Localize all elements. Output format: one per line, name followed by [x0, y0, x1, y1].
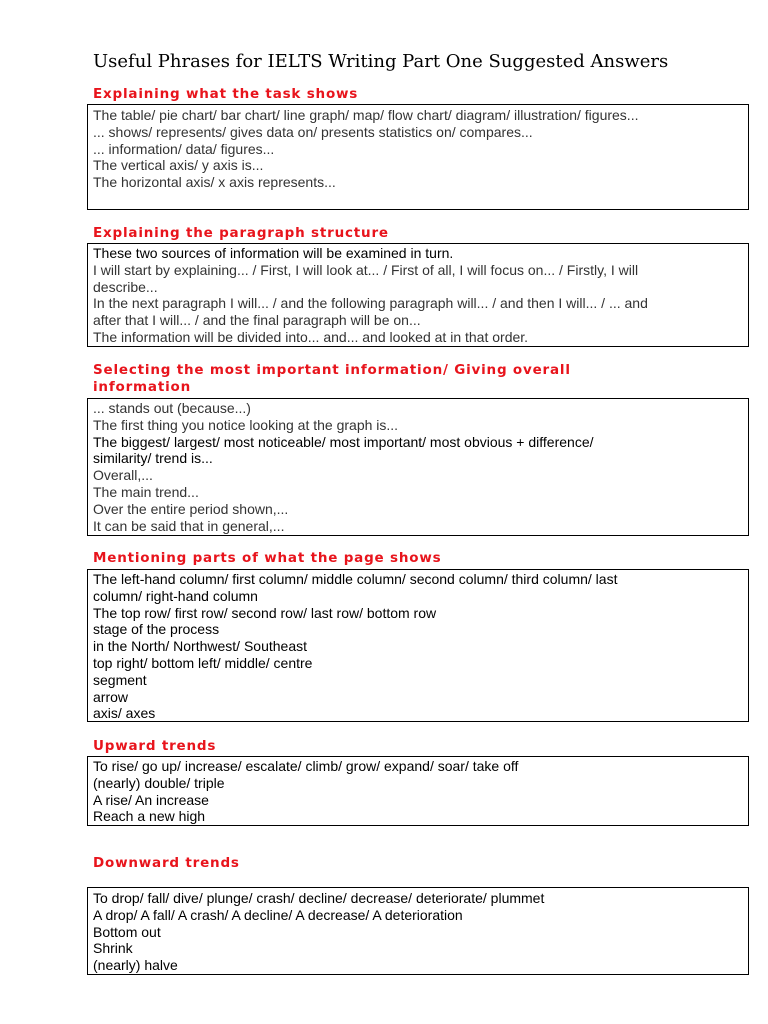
phrase-line: The biggest/ largest/ most noticeable/ most important/ most obvious + difference/ [93, 433, 594, 450]
section-heading-downward: Downward trends [93, 855, 240, 871]
phrase-box-downward [87, 887, 749, 975]
phrase-line: ... shows/ represents/ gives data on/ presents statistics on/ compares... [93, 123, 533, 140]
phrase-line: The top row/ first row/ second row/ last row/ bottom row [93, 604, 437, 621]
phrase-line: Bottom out [93, 923, 161, 940]
phrase-line: The vertical axis/ y axis is... [93, 157, 264, 174]
page-title: Useful Phrases for IELTS Writing Part One Suggested Answers [93, 51, 669, 72]
phrase-box-structure [87, 243, 749, 347]
phrase-line: The information will be divided into... and... and looked at in that order. [93, 328, 529, 345]
phrase-line: stage of the process [93, 621, 220, 638]
phrase-line: ... information/ data/ figures... [93, 140, 275, 157]
phrase-line: I will start by explaining... / First, I will look at... / First of all, I will focus on... / Firstly, I will [93, 261, 639, 278]
phrase-line: The first thing you notice looking at the graph is... [93, 416, 399, 433]
phrase-line: Reach a new high [93, 808, 206, 825]
phrase-line: These two sources of information will be examined in turn. [93, 245, 454, 261]
phrase-line: Overall,... [93, 467, 153, 484]
phrase-line: (nearly) halve [93, 957, 178, 974]
section-heading-upward: Upward trends [93, 738, 217, 754]
phrase-line: arrow [93, 688, 129, 705]
phrase-line: in the North/ Northwest/ Southeast [93, 638, 307, 655]
phrase-line: Over the entire period shown,... [93, 500, 289, 517]
section-heading-structure: Explaining the paragraph structure [93, 225, 389, 241]
phrase-line: (nearly) double/ triple [93, 774, 225, 791]
section-heading-line: information [93, 379, 191, 395]
phrase-line: The main trend... [93, 483, 199, 500]
phrase-line: The table/ pie chart/ bar chart/ line graph/ map/ flow chart/ diagram/ illustration/ figures... [93, 107, 639, 123]
phrase-box-parts [87, 569, 749, 722]
section-heading-parts: Mentioning parts of what the page shows [93, 550, 442, 566]
phrase-line: axis/ axes [93, 705, 156, 722]
phrase-line: after that I will... / and the final paragraph will be on... [93, 312, 421, 329]
phrase-line: segment [93, 671, 147, 688]
phrase-line: ... stands out (because...) [93, 400, 251, 416]
section-heading-task: Explaining what the task shows [93, 86, 359, 102]
section-heading-line: Selecting the most important information/ Giving overall [93, 362, 571, 378]
phrase-line: To rise/ go up/ increase/ escalate/ climb/ grow/ expand/ soar/ take off [93, 758, 519, 774]
phrase-box-task [87, 104, 749, 210]
phrase-line: column/ right-hand column [93, 587, 258, 604]
phrase-line: Shrink [93, 940, 133, 957]
phrase-line: It can be said that in general,... [93, 517, 285, 534]
phrase-box-upward [87, 756, 749, 826]
phrase-box-overall [87, 398, 749, 536]
phrase-line: In the next paragraph I will... / and the following paragraph will... / and then I will... / ... and [93, 295, 648, 312]
phrase-line: The left-hand column/ first column/ middle column/ second column/ third column/ last [93, 571, 618, 587]
phrase-line: To drop/ fall/ dive/ plunge/ crash/ decline/ decrease/ deteriorate/ plummet [93, 890, 545, 906]
phrase-line: describe... [93, 278, 158, 295]
phrase-line: top right/ bottom left/ middle/ centre [93, 654, 313, 671]
phrase-line: similarity/ trend is... [93, 450, 213, 467]
phrase-line: The horizontal axis/ x axis represents... [93, 174, 336, 191]
section-heading-overall [93, 362, 693, 396]
phrase-line: A drop/ A fall/ A crash/ A decline/ A decrease/ A deterioration [93, 906, 463, 923]
phrase-line: A rise/ An increase [93, 791, 209, 808]
